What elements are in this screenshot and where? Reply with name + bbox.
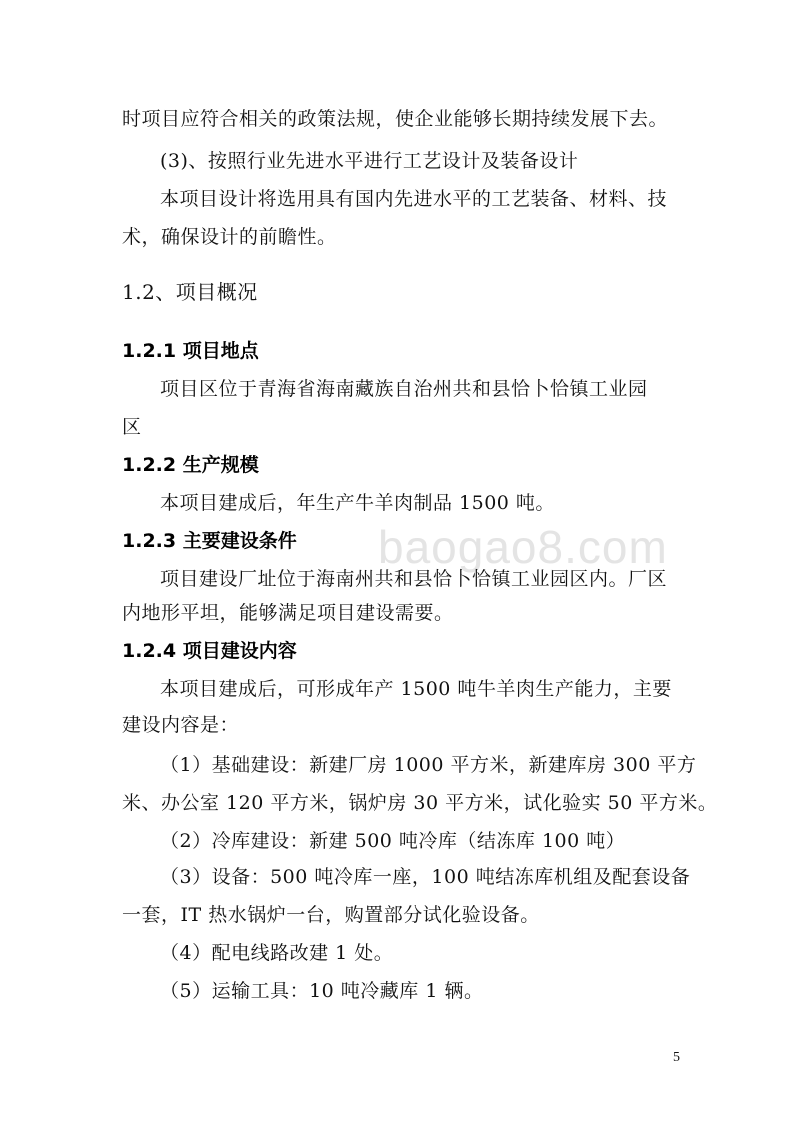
watermark: baogao8.com	[378, 521, 668, 573]
list-item: （5）运输工具：10 吨冷藏库 1 辆。	[160, 980, 484, 1002]
section-heading-1-2: 1.2、项目概况	[122, 280, 258, 304]
paragraph-line: 本项目设计将选用具有国内先进水平的工艺装备、材料、技	[160, 188, 668, 210]
section-line: 本项目建成后，可形成年产 1500 吨牛羊肉生产能力，主要	[160, 678, 672, 700]
paragraph-line: 时项目应符合相关的政策法规，使企业能够长期持续发展下去。	[122, 108, 669, 130]
section-line: 项目建设厂址位于海南州共和县恰卜恰镇工业园区内。厂区	[160, 568, 668, 590]
section-line: 区	[122, 416, 142, 438]
section-title-1-2-3: 1.2.3 主要建设条件	[122, 530, 297, 552]
paragraph-line: 术，确保设计的前瞻性。	[122, 226, 337, 248]
page-number: 5	[673, 1050, 680, 1065]
principle-3-heading: (3)、按照行业先进水平进行工艺设计及装备设计	[160, 150, 579, 172]
list-item: （4）配电线路改建 1 处。	[160, 942, 394, 964]
section-line: 项目区位于青海省海南藏族自治州共和县恰卜恰镇工业园	[160, 378, 648, 400]
section-title-1-2-4: 1.2.4 项目建设内容	[122, 640, 297, 662]
list-item: （3）设备：500 吨冷库一座，100 吨结冻库机组及配套设备	[160, 866, 691, 888]
list-item: 一套，IT 热水锅炉一台，购置部分试化验设备。	[122, 904, 540, 926]
section-title-1-2-1: 1.2.1 项目地点	[122, 340, 259, 362]
list-item: （2）冷库建设：新建 500 吨冷库（结冻库 100 吨）	[160, 830, 626, 852]
section-title-1-2-2: 1.2.2 生产规模	[122, 454, 259, 476]
section-line: 内地形平坦，能够满足项目建设需要。	[122, 602, 454, 624]
list-item: 米、办公室 120 平方米，锅炉房 30 平方米，试化验实 50 平方米。	[122, 792, 718, 814]
section-line: 本项目建成后，年生产牛羊肉制品 1500 吨。	[160, 492, 555, 514]
list-item: （1）基础建设：新建厂房 1000 平方米，新建库房 300 平方	[160, 754, 697, 776]
section-line: 建设内容是：	[122, 714, 240, 736]
